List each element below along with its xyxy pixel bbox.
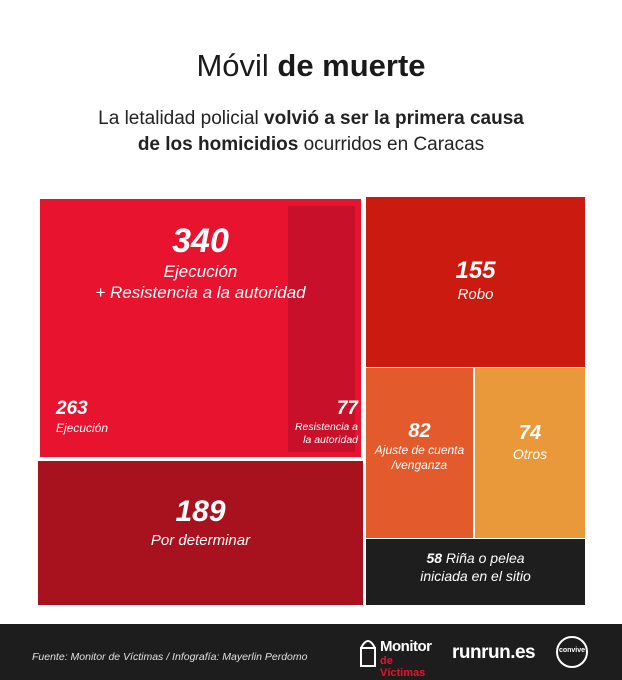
chart-subtitle xyxy=(0,106,622,158)
label-155: Robo xyxy=(457,286,494,303)
subtitle-part1: La letalidad policial xyxy=(98,108,265,129)
bullet-icon xyxy=(358,638,378,668)
value-340: 340 xyxy=(172,222,229,260)
chart-title xyxy=(0,48,622,84)
convive-logo xyxy=(556,636,588,668)
label-58-line2: iniciada en el sitio xyxy=(420,568,531,584)
subtitle-part2: ocurridos en Caracas xyxy=(298,134,485,155)
label-77-line2: la autoridad xyxy=(303,434,358,446)
label-263: Ejecución xyxy=(56,421,109,435)
label-58-text1: Riña o pelea xyxy=(445,550,525,566)
title-prefix: Móvil xyxy=(196,48,278,83)
convive-logo-text: convive xyxy=(558,647,586,654)
subtitle-bold2: de los homicidios xyxy=(137,134,299,155)
title-bold: de muerte xyxy=(277,48,426,83)
runrunes-logo: runrun.es xyxy=(452,642,536,663)
label-340-line2: + Resistencia a la autoridad xyxy=(95,283,306,302)
label-340-line1: Ejecución xyxy=(163,262,238,281)
label-74: Otros xyxy=(512,446,548,462)
monitor-de-victimas-logo xyxy=(358,636,440,679)
label-189: Por determinar xyxy=(150,532,251,549)
monitor-logo-line1: Monitor xyxy=(380,638,432,655)
label-82-line2: /venganza xyxy=(391,458,448,472)
monitor-logo-line2: de Víctimas xyxy=(380,655,426,679)
label-77-line1: Resistencia a xyxy=(294,421,358,433)
value-58: 58 xyxy=(426,550,443,566)
value-155: 155 xyxy=(455,257,496,284)
subtitle-bold1: volvió a ser la primera causa xyxy=(264,108,524,129)
value-189: 189 xyxy=(175,495,226,528)
source-credit: Fuente: Monitor de Víctimas / Infografía: Mayerlin Perdomo xyxy=(32,651,308,663)
value-263: 263 xyxy=(56,398,88,419)
value-74: 74 xyxy=(518,422,542,444)
label-82-line1: Ajuste de cuenta xyxy=(374,443,465,457)
value-82: 82 xyxy=(408,420,431,442)
footer-bar xyxy=(0,624,622,680)
value-77: 77 xyxy=(336,398,358,419)
label-58-line1 xyxy=(366,550,585,566)
